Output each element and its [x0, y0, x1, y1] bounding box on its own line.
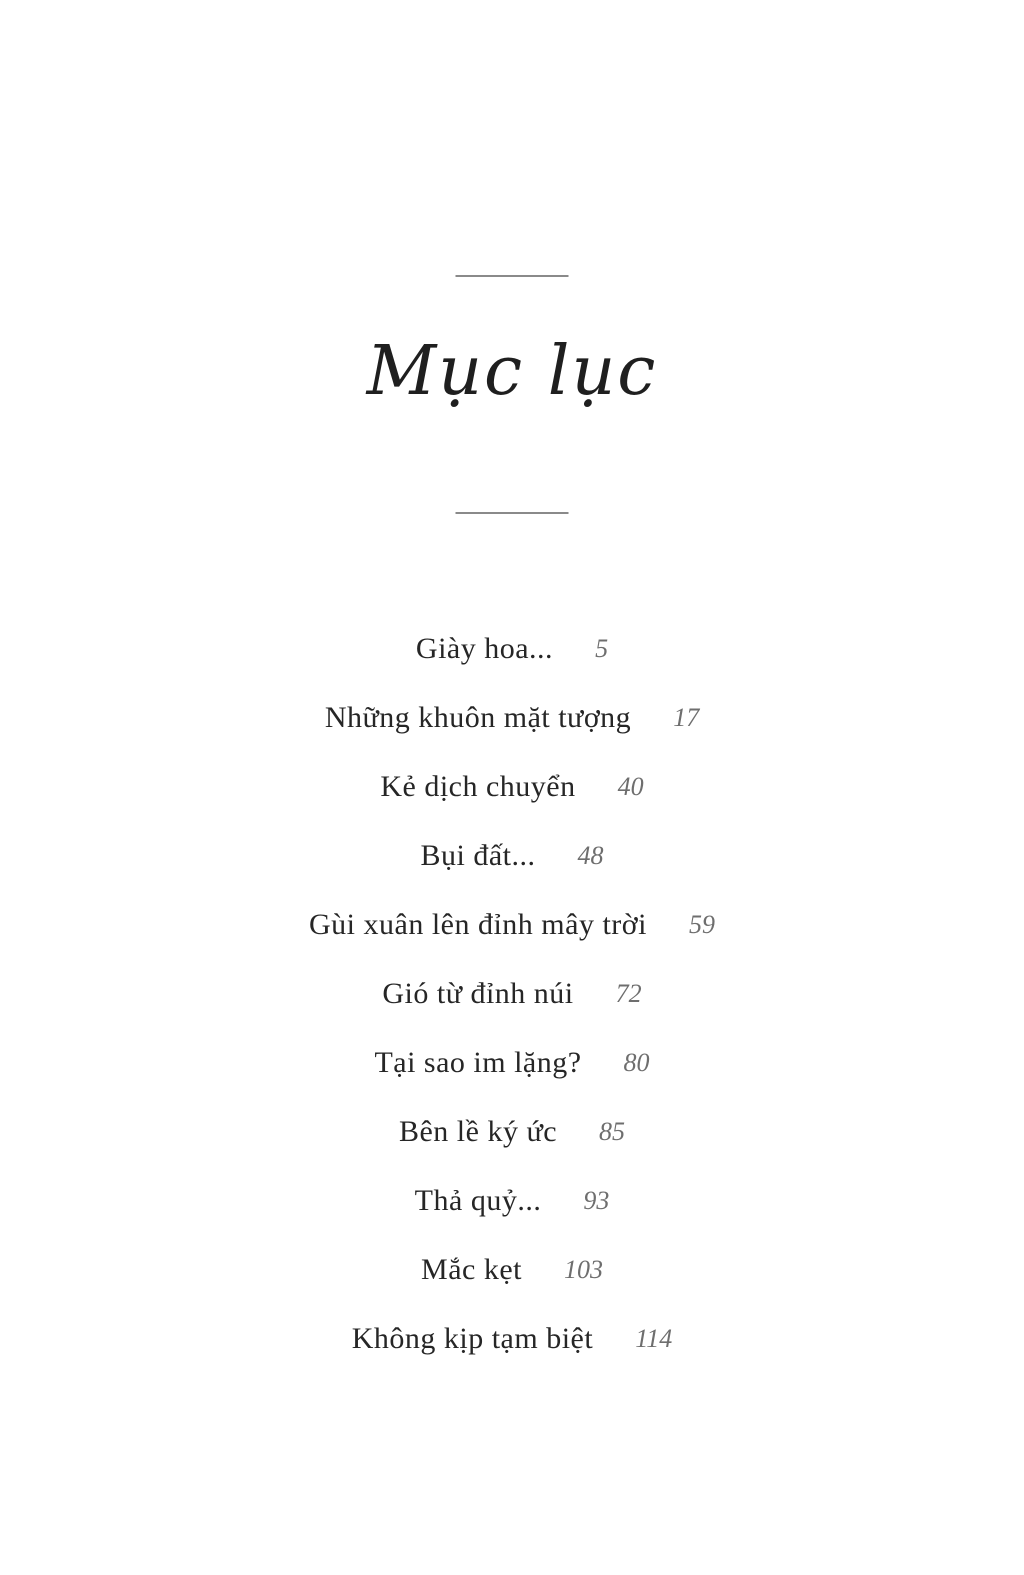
chapter-title: Gió từ đỉnh núi [382, 976, 574, 1010]
chapter-page-number: 40 [617, 771, 644, 801]
chapter-page-number: 114 [635, 1323, 673, 1353]
chapter-title: Gùi xuân lên đỉnh mây trời [309, 907, 647, 941]
toc-entry [0, 1235, 1024, 1304]
chapter-page-number: 72 [615, 978, 642, 1008]
page-title: Mục lục [366, 332, 658, 411]
chapter-title: Bụi đất... [420, 838, 536, 872]
toc-entry [0, 821, 1024, 890]
toc-entry [0, 1097, 1024, 1166]
toc-entry [0, 890, 1024, 959]
toc-entry [0, 683, 1024, 752]
chapter-page-number: 85 [599, 1116, 626, 1146]
chapter-title: Mắc kẹt [421, 1252, 522, 1286]
chapter-title: Bên lề ký ức [398, 1114, 558, 1148]
toc-list [0, 614, 1024, 1373]
divider-top [456, 275, 569, 277]
chapter-page-number: 17 [673, 702, 700, 732]
chapter-page-number: 93 [583, 1185, 610, 1215]
toc-entry [0, 1028, 1024, 1097]
chapter-title: Kẻ dịch chuyển [380, 769, 576, 803]
chapter-page-number: 5 [595, 633, 609, 663]
chapter-page-number: 48 [577, 840, 604, 870]
chapter-page-number: 59 [688, 909, 715, 939]
toc-entry [0, 614, 1024, 683]
chapter-title: Thả quỷ... [414, 1183, 542, 1217]
chapter-title: Không kịp tạm biệt [351, 1321, 594, 1355]
chapter-title: Giày hoa... [415, 631, 554, 665]
chapter-title: Những khuôn mặt tượng [324, 700, 632, 734]
divider-bottom [456, 512, 569, 514]
toc-entry [0, 959, 1024, 1028]
chapter-page-number: 103 [563, 1254, 603, 1284]
toc-entry [0, 1304, 1024, 1373]
toc-entry [0, 1166, 1024, 1235]
toc-entry [0, 752, 1024, 821]
chapter-page-number: 80 [623, 1047, 650, 1077]
chapter-title: Tại sao im lặng? [374, 1045, 582, 1079]
